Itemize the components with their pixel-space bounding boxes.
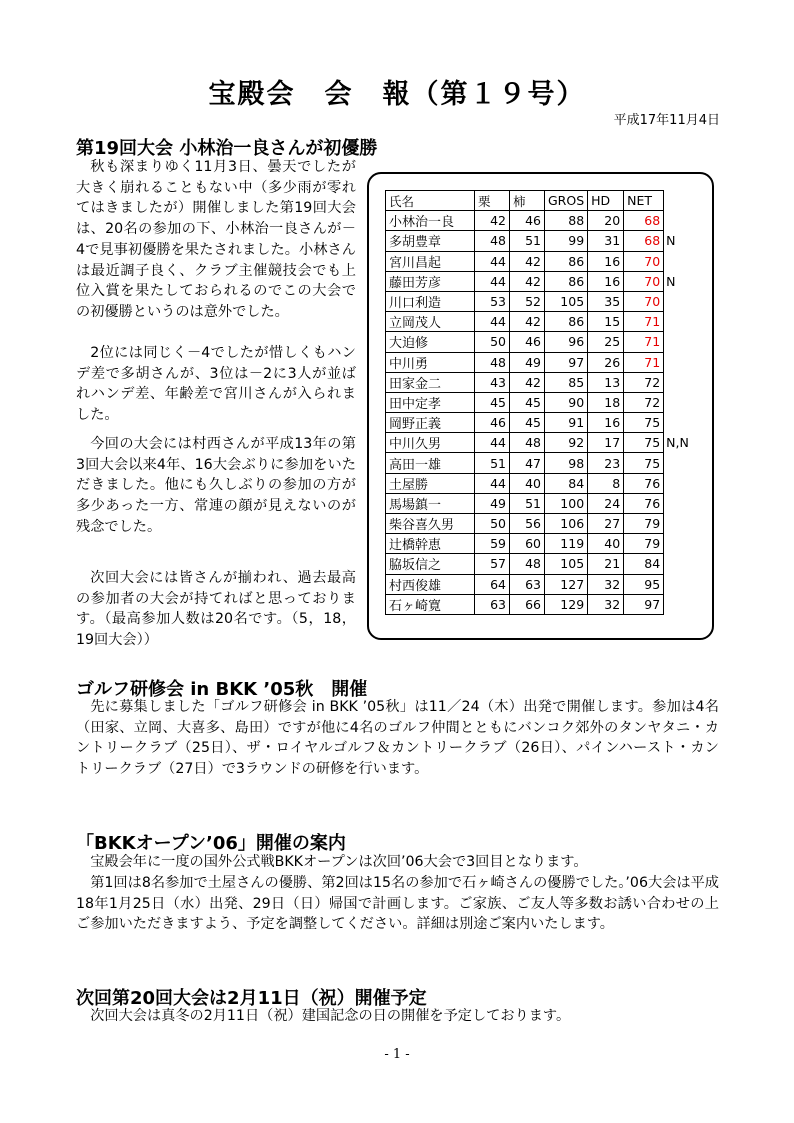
cell-note	[664, 453, 693, 473]
table-row	[386, 493, 693, 513]
table-row	[386, 291, 693, 311]
cell-name: 馬場鎮一	[386, 493, 475, 513]
cell-kuri: 42	[475, 211, 510, 231]
score-table-header-row	[386, 191, 693, 211]
table-row	[386, 332, 693, 352]
cell-kaki: 66	[510, 594, 545, 614]
header-net: NET	[624, 191, 664, 211]
cell-gros: 106	[545, 514, 588, 534]
cell-hd: 24	[588, 493, 624, 513]
table-row	[386, 231, 693, 251]
table-row	[386, 211, 693, 231]
cell-net: 75	[624, 453, 664, 473]
cell-net: 79	[624, 514, 664, 534]
cell-note	[664, 534, 693, 554]
cell-gros: 100	[545, 493, 588, 513]
cell-name: 岡野正義	[386, 413, 475, 433]
cell-name: 村西俊雄	[386, 574, 475, 594]
cell-kuri: 50	[475, 332, 510, 352]
table-row	[386, 453, 693, 473]
cell-gros: 105	[545, 291, 588, 311]
table-row	[386, 372, 693, 392]
table-row	[386, 352, 693, 372]
header-note	[664, 191, 693, 211]
cell-note	[664, 594, 693, 614]
cell-hd: 21	[588, 554, 624, 574]
cell-note	[664, 291, 693, 311]
cell-name: 宮川昌起	[386, 251, 475, 271]
table-row	[386, 251, 693, 271]
table-row	[386, 473, 693, 493]
cell-net: 68	[624, 211, 664, 231]
cell-hd: 31	[588, 231, 624, 251]
table-row	[386, 574, 693, 594]
cell-note: N	[666, 273, 676, 289]
cell-name: 土屋勝	[386, 473, 475, 493]
score-table-body	[386, 211, 693, 615]
cell-name: 田家金二	[386, 372, 475, 392]
cell-note: N,N	[666, 435, 689, 451]
header-kuri: 栗	[475, 191, 510, 211]
cell-hd: 25	[588, 332, 624, 352]
cell-gros: 119	[545, 534, 588, 554]
cell-net: 75	[624, 413, 664, 433]
cell-kuri: 44	[475, 433, 510, 453]
cell-kaki: 46	[510, 332, 545, 352]
cell-hd: 27	[588, 514, 624, 534]
cell-kaki: 63	[510, 574, 545, 594]
section2-paragraph: 先に募集しました「ゴルフ研修会 in BKK ’05秋」は11／24（木）出発で開催します。参加は4名（田家、立岡、大喜多、島田）ですが他に4名のゴルフ仲間とともにバンコク郊外のタンヤタニ・カントリークラブ（25日）、ザ・ロイヤルゴルフ＆カントリークラブ（26日）、パインハースト・カントリークラブ（27日）で3ラウンドの研修を行います。	[76, 699, 719, 778]
cell-name: 柴谷喜久男	[386, 514, 475, 534]
cell-net: 71	[624, 332, 664, 352]
cell-gros: 96	[545, 332, 588, 352]
section1-paragraph: 秋も深まりゆく11月3日、曇天でしたが大きく崩れることもない中（多少雨が零れてはきましたが）開催しました第19回大会は、20名の参加の下、小林治一良さんが－4で見事初優勝を果たされました。小林さんは最近調子良く、クラブ主催競技会でも上位入賞を果たしておられるのでこの大会での初優勝というのは意外でした。	[76, 159, 356, 320]
cell-gros: 84	[545, 473, 588, 493]
cell-hd: 26	[588, 352, 624, 372]
cell-hd: 16	[588, 413, 624, 433]
cell-name: 多胡豊章	[386, 231, 475, 251]
cell-net: 72	[624, 392, 664, 412]
table-row	[386, 312, 693, 332]
cell-gros: 91	[545, 413, 588, 433]
cell-kaki: 46	[510, 211, 545, 231]
section3-heading: 「BKKオープン’06」開催の案内	[76, 833, 346, 854]
cell-name: 藤田芳彦	[386, 271, 475, 291]
cell-kuri: 64	[475, 574, 510, 594]
cell-kaki: 51	[510, 493, 545, 513]
cell-gros: 105	[545, 554, 588, 574]
section1-paragraph: 2位には同じく－4でしたが惜しくもハンデ差で多胡さんが、3位は－2に3人が並ばれハンデ差、年齢差で宮川さんが入られました。	[76, 345, 356, 424]
cell-kuri: 57	[475, 554, 510, 574]
cell-gros: 97	[545, 352, 588, 372]
cell-hd: 32	[588, 574, 624, 594]
header-gros: GROS	[545, 191, 588, 211]
cell-kaki: 40	[510, 473, 545, 493]
cell-note	[664, 392, 693, 412]
cell-kaki: 42	[510, 312, 545, 332]
cell-net: 97	[624, 594, 664, 614]
cell-note	[664, 554, 693, 574]
cell-kuri: 50	[475, 514, 510, 534]
cell-gros: 90	[545, 392, 588, 412]
cell-name: 石ヶ崎寛	[386, 594, 475, 614]
cell-gros: 86	[545, 312, 588, 332]
table-row	[386, 433, 693, 453]
header-name: 氏名	[386, 191, 475, 211]
cell-net: 70	[624, 291, 664, 311]
cell-net: 70	[624, 271, 664, 291]
score-table	[385, 190, 693, 615]
cell-kuri: 48	[475, 352, 510, 372]
cell-name: 高田一雄	[386, 453, 475, 473]
cell-kaki: 52	[510, 291, 545, 311]
cell-name: 大迫修	[386, 332, 475, 352]
newsletter-title: 宝殿会 会 報（第１９号）	[208, 79, 586, 110]
cell-hd: 13	[588, 372, 624, 392]
cell-kaki: 42	[510, 271, 545, 291]
header-hd: HD	[588, 191, 624, 211]
cell-kuri: 46	[475, 413, 510, 433]
cell-name: 脇坂信之	[386, 554, 475, 574]
cell-kuri: 49	[475, 493, 510, 513]
cell-hd: 18	[588, 392, 624, 412]
cell-net: 84	[624, 554, 664, 574]
cell-net: 68	[624, 231, 664, 251]
cell-hd: 23	[588, 453, 624, 473]
cell-name: 辻橋幹恵	[386, 534, 475, 554]
cell-kaki: 47	[510, 453, 545, 473]
section1-paragraph: 今回の大会には村西さんが平成13年の第3回大会以来4年、16大会ぶりに参加をいただきました。他にも久しぶりの参加の方が多少あった一方、常連の顔が見えないのが残念でした。	[76, 436, 356, 535]
cell-name: 田中定孝	[386, 392, 475, 412]
cell-gros: 127	[545, 574, 588, 594]
section1-paragraph: 次回大会には皆さんが揃われ、過去最高の参加者の大会が持てればと思っております。（最高参加人数は20名です。（5，18，19回大会））	[76, 570, 356, 649]
cell-kuri: 44	[475, 271, 510, 291]
cell-kaki: 49	[510, 352, 545, 372]
cell-hd: 15	[588, 312, 624, 332]
cell-gros: 88	[545, 211, 588, 231]
cell-note	[664, 493, 693, 513]
section3-paragraph: 宝殿会年に一度の国外公式戦BKKオープンは次回’06大会で3回目となります。	[90, 854, 588, 870]
cell-net: 95	[624, 574, 664, 594]
cell-kuri: 43	[475, 372, 510, 392]
cell-net: 76	[624, 473, 664, 493]
table-row	[386, 554, 693, 574]
section2-heading: ゴルフ研修会 in BKK ’05秋 開催	[76, 679, 368, 700]
cell-hd: 20	[588, 211, 624, 231]
cell-gros: 99	[545, 231, 588, 251]
cell-kuri: 59	[475, 534, 510, 554]
cell-kuri: 53	[475, 291, 510, 311]
cell-kaki: 51	[510, 231, 545, 251]
cell-note	[664, 312, 693, 332]
cell-net: 79	[624, 534, 664, 554]
section4-heading: 次回第20回大会は2月11日（祝）開催予定	[76, 988, 427, 1009]
cell-kaki: 45	[510, 413, 545, 433]
cell-kaki: 60	[510, 534, 545, 554]
cell-hd: 35	[588, 291, 624, 311]
cell-name: 中川久男	[386, 433, 475, 453]
table-row	[386, 413, 693, 433]
cell-gros: 86	[545, 251, 588, 271]
cell-name: 小林治一良	[386, 211, 475, 231]
cell-kaki: 48	[510, 433, 545, 453]
cell-gros: 129	[545, 594, 588, 614]
cell-note	[664, 514, 693, 534]
page-number: - 1 -	[384, 1047, 410, 1062]
cell-note	[664, 372, 693, 392]
cell-kaki: 56	[510, 514, 545, 534]
table-row	[386, 594, 693, 614]
cell-gros: 85	[545, 372, 588, 392]
cell-note	[664, 473, 693, 493]
cell-kuri: 44	[475, 251, 510, 271]
cell-kuri: 44	[475, 473, 510, 493]
cell-kaki: 42	[510, 251, 545, 271]
cell-gros: 86	[545, 271, 588, 291]
cell-hd: 16	[588, 271, 624, 291]
cell-name: 中川勇	[386, 352, 475, 372]
cell-name: 川口利造	[386, 291, 475, 311]
header-kaki: 柿	[510, 191, 545, 211]
cell-kuri: 44	[475, 312, 510, 332]
cell-hd: 17	[588, 433, 624, 453]
table-row	[386, 392, 693, 412]
cell-kaki: 48	[510, 554, 545, 574]
cell-note	[664, 574, 693, 594]
cell-name: 立岡茂人	[386, 312, 475, 332]
cell-net: 76	[624, 493, 664, 513]
cell-note: N	[666, 233, 676, 249]
cell-kaki: 42	[510, 372, 545, 392]
section1-heading: 第19回大会 小林治一良さんが初優勝	[76, 138, 378, 159]
cell-note	[664, 332, 693, 352]
cell-gros: 92	[545, 433, 588, 453]
cell-hd: 40	[588, 534, 624, 554]
section3-paragraph: 第1回は8名参加で土屋さんの優勝、第2回は15名の参加で石ヶ崎さんの優勝でした。’06大会は平成18年1月25日（水）出発、29日（日）帰国で計画します。ご家族、ご友人等多数お誘い合わせの上ご参加いただきますよう、予定を調整してください。詳細は別途ご案内いたします。	[76, 875, 719, 933]
table-row	[386, 534, 693, 554]
section4-paragraph: 次回大会は真冬の2月11日（祝）建国記念の日の開催を予定しております。	[90, 1008, 571, 1024]
cell-gros: 98	[545, 453, 588, 473]
cell-net: 75	[624, 433, 664, 453]
table-row	[386, 514, 693, 534]
cell-kaki: 45	[510, 392, 545, 412]
cell-kuri: 51	[475, 453, 510, 473]
cell-hd: 8	[588, 473, 624, 493]
cell-net: 70	[624, 251, 664, 271]
cell-kuri: 48	[475, 231, 510, 251]
table-row	[386, 271, 693, 291]
cell-net: 72	[624, 372, 664, 392]
issue-date: 平成17年11月4日	[613, 113, 720, 128]
cell-note	[664, 413, 693, 433]
cell-net: 71	[624, 352, 664, 372]
cell-hd: 16	[588, 251, 624, 271]
cell-net: 71	[624, 312, 664, 332]
cell-kuri: 63	[475, 594, 510, 614]
cell-note	[664, 211, 693, 231]
cell-hd: 32	[588, 594, 624, 614]
cell-kuri: 45	[475, 392, 510, 412]
cell-note	[664, 251, 693, 271]
cell-note	[664, 352, 693, 372]
